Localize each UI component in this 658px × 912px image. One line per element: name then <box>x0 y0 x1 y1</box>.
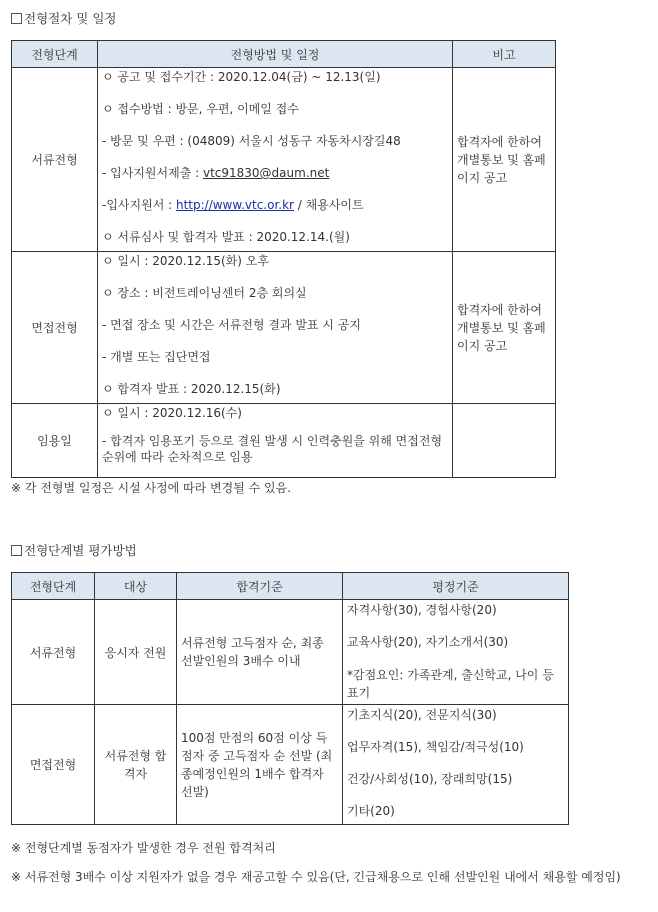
schedule-table <box>11 40 556 478</box>
remark-appointment <box>453 404 556 478</box>
eval-target-document: 응시자 전원 <box>95 600 177 705</box>
app-line-date: ㅇ 일시 : 2020.12.16(수) <box>102 406 242 420</box>
evaluation-header-row <box>12 573 569 600</box>
doc-line-site: -입사지원서 : http://www.vtc.or.kr / 채용사이트 <box>102 198 364 212</box>
int-line-place: ㅇ 장소 : 비전트레이닝센터 2층 회의실 <box>102 286 307 300</box>
section-title-schedule: 전형절차 및 일정 <box>11 9 116 27</box>
schedule-row-appointment <box>12 404 556 478</box>
doc-score-penalty: *감점요인: 가족관계, 출신학교, 나이 등 표기 <box>347 668 554 700</box>
appointment-details <box>98 404 453 478</box>
schedule-header-row <box>12 41 556 68</box>
doc-line-method: ㅇ 접수방법 : 방문, 우편, 이메일 접수 <box>102 102 299 116</box>
evaluation-note-repost: ※ 서류전형 3배수 이상 지원자가 없을 경우 재공고할 수 있음(단, 긴급채용으로 인해 선발인원 내에서 채용할 예정임) <box>11 870 621 884</box>
int-line-date: ㅇ 일시 : 2020.12.15(화) 오후 <box>102 254 269 268</box>
doc-line-visit: - 방문 및 우편 : (04809) 서울시 성동구 자동차시장길48 <box>102 134 401 148</box>
header-method: 전형방법 및 일정 <box>98 41 453 68</box>
stage-document: 서류전형 <box>12 68 98 252</box>
int-line-type: - 개별 또는 집단면접 <box>102 350 211 364</box>
schedule-footnote: ※ 각 전형별 일정은 시설 사정에 따라 변경될 수 있음. <box>11 481 292 495</box>
eval-header-scoring: 평정기준 <box>343 573 569 600</box>
int-score-3: 건강/사회성(10), 장래희망(15) <box>347 772 513 786</box>
website-link[interactable]: http://www.vtc.or.kr <box>175 198 294 212</box>
eval-header-stage: 전형단계 <box>12 573 95 600</box>
doc-score-2: 교육사항(20), 자기소개서(30) <box>347 635 509 649</box>
stage-appointment: 임용일 <box>12 404 98 478</box>
doc-score-1: 자격사항(30), 경험사항(20) <box>347 603 497 617</box>
eval-scoring-document <box>343 600 569 705</box>
eval-header-target: 대상 <box>95 573 177 600</box>
header-remark: 비고 <box>453 41 556 68</box>
int-score-4: 기타(20) <box>347 804 395 818</box>
evaluation-note-tie: ※ 전형단계별 동점자가 발생한 경우 전원 합격처리 <box>11 841 276 855</box>
interview-details <box>98 252 453 404</box>
eval-header-criteria: 합격기준 <box>177 573 343 600</box>
eval-criteria-document: 서류전형 고득점자 순, 최종 선발인원의 3배수 이내 <box>177 600 343 705</box>
int-score-1: 기초지식(20), 전문지식(30) <box>347 708 497 722</box>
evaluation-row-interview <box>12 705 569 825</box>
eval-target-interview: 서류전형 합격자 <box>95 705 177 825</box>
schedule-row-interview <box>12 252 556 404</box>
document-details <box>98 68 453 252</box>
int-line-notice: - 면접 장소 및 시간은 서류전형 결과 발표 시 공지 <box>102 318 361 332</box>
email-link[interactable]: vtc91830@daum.net <box>202 166 330 180</box>
doc-line-result: ㅇ 서류심사 및 합격자 발표 : 2020.12.14.(월) <box>102 230 350 244</box>
int-score-2: 업무자격(15), 책임감/적극성(10) <box>347 740 524 754</box>
doc-line-email: - 입사지원서제출 : vtc91830@daum.net <box>102 166 330 180</box>
eval-stage-interview: 면접전형 <box>12 705 95 825</box>
eval-scoring-interview <box>343 705 569 825</box>
evaluation-row-document <box>12 600 569 705</box>
stage-interview: 면접전형 <box>12 252 98 404</box>
schedule-row-document <box>12 68 556 252</box>
doc-line-period: ㅇ 공고 및 접수기간 : 2020.12.04(금) ~ 12.13(일) <box>102 70 381 84</box>
remark-interview: 합격자에 한하여 개별통보 및 홈페이지 공고 <box>453 252 556 404</box>
eval-stage-document: 서류전형 <box>12 600 95 705</box>
section-title-evaluation: 전형단계별 평가방법 <box>11 541 137 559</box>
checkbox-square-icon <box>11 13 22 24</box>
int-line-result: ㅇ 합격자 발표 : 2020.12.15(화) <box>102 382 281 396</box>
checkbox-square-icon <box>11 545 22 556</box>
header-stage: 전형단계 <box>12 41 98 68</box>
evaluation-table <box>11 572 569 825</box>
remark-document: 합격자에 한하여 개별통보 및 홈페이지 공고 <box>453 68 556 252</box>
eval-criteria-interview: 100점 만점의 60점 이상 득점자 중 고득점자 순 선발 (최종예정인원의 1배수 합격자 선발) <box>177 705 343 825</box>
app-line-replacement: - 합격자 임용포기 등으로 결원 발생 시 인력충원을 위해 면접전형 순위에 따라 순차적으로 임용 <box>102 434 443 464</box>
